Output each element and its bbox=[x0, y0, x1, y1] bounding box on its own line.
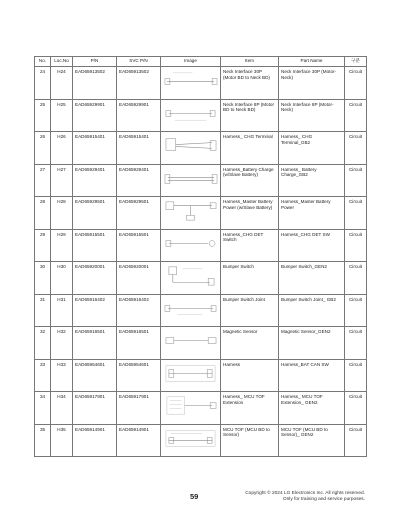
cell-item: Neck Interface 8P (Motor BD to Neck BD) bbox=[221, 99, 279, 132]
cell-item: Harness_ MCU TOF Extension bbox=[221, 392, 279, 425]
cell-no: 32 bbox=[35, 327, 51, 360]
cell-svc: EAD65916501 bbox=[117, 327, 161, 360]
cell-svc: EAD65913502 bbox=[117, 67, 161, 100]
cell-type: Circuit bbox=[345, 197, 367, 230]
cell-loc: H34 bbox=[51, 392, 73, 425]
header-part-name: Part Name bbox=[279, 57, 345, 67]
cell-item: MCU TOF (MCU BD to Sensor) bbox=[221, 424, 279, 457]
cell-svc: EAD65954601 bbox=[117, 359, 161, 392]
cell-type: Circuit bbox=[345, 262, 367, 295]
part-image bbox=[161, 132, 221, 165]
cell-loc: H29 bbox=[51, 229, 73, 262]
table-row bbox=[35, 327, 367, 360]
cell-no: 27 bbox=[35, 164, 51, 197]
cell-loc: H32 bbox=[51, 327, 73, 360]
cell-type: Circuit bbox=[345, 294, 367, 327]
cell-item: Neck Interface 30P (Motor BD to Neck BD) bbox=[221, 67, 279, 100]
cell-svc: EAD65917901 bbox=[117, 392, 161, 425]
part-image bbox=[161, 392, 221, 425]
cell-svc: EAD65929401 bbox=[117, 164, 161, 197]
part-image bbox=[161, 424, 221, 457]
cell-type: Circuit bbox=[345, 424, 367, 457]
parts-table bbox=[34, 56, 367, 457]
table-row bbox=[35, 424, 367, 457]
cell-svc: EAD65915401 bbox=[117, 132, 161, 165]
cell-pn: EAD65916402 bbox=[73, 294, 117, 327]
part-image bbox=[161, 294, 221, 327]
header-svc-pn: SVC P/N bbox=[117, 57, 161, 67]
cell-loc: H27 bbox=[51, 164, 73, 197]
cell-part: Harness_Master Battery Power bbox=[279, 197, 345, 230]
cell-no: 35 bbox=[35, 424, 51, 457]
cell-pn: EAD65916501 bbox=[73, 327, 117, 360]
cell-pn: EAD65929401 bbox=[73, 164, 117, 197]
table-row bbox=[35, 164, 367, 197]
header-type: 구분 bbox=[345, 57, 367, 67]
table-row bbox=[35, 132, 367, 165]
cell-no: 30 bbox=[35, 262, 51, 295]
cell-type: Circuit bbox=[345, 392, 367, 425]
cell-loc: H35 bbox=[51, 424, 73, 457]
cell-svc: EAD65914901 bbox=[117, 424, 161, 457]
cell-part: Harness_ MCU TOF Extension_ GEN2 bbox=[279, 392, 345, 425]
cell-type: Circuit bbox=[345, 164, 367, 197]
cell-svc: EAD65929501 bbox=[117, 197, 161, 230]
cell-part: Harness_BAT CAN SW bbox=[279, 359, 345, 392]
cell-loc: H30 bbox=[51, 262, 73, 295]
part-image bbox=[161, 99, 221, 132]
cell-svc: EAD65920001 bbox=[117, 262, 161, 295]
cell-part: Harness_ Battery Charge_GB2 bbox=[279, 164, 345, 197]
cell-type: Circuit bbox=[345, 99, 367, 132]
cell-part: Neck Interface 8P (Motor-Neck) bbox=[279, 99, 345, 132]
cell-no: 28 bbox=[35, 197, 51, 230]
part-image bbox=[161, 229, 221, 262]
cell-pn: EAD65920001 bbox=[73, 262, 117, 295]
cell-no: 31 bbox=[35, 294, 51, 327]
cell-type: Circuit bbox=[345, 359, 367, 392]
table-row bbox=[35, 392, 367, 425]
cell-part: Harness_CHG DET SW bbox=[279, 229, 345, 262]
cell-pn: EAD65913502 bbox=[73, 67, 117, 100]
part-image bbox=[161, 164, 221, 197]
header-item: Item bbox=[221, 57, 279, 67]
page-number: 59 bbox=[190, 492, 199, 501]
cell-part: Bumper Switch_GEN2 bbox=[279, 262, 345, 295]
cell-part: Harness_ CHG Terminal_GB2 bbox=[279, 132, 345, 165]
usage-note: Only for training and service purposes. bbox=[282, 497, 365, 502]
cell-svc: EAD65915501 bbox=[117, 229, 161, 262]
cell-item: Bumper Switch bbox=[221, 262, 279, 295]
cell-pn: EAD65914901 bbox=[73, 424, 117, 457]
part-image bbox=[161, 359, 221, 392]
cell-pn: EAD65915401 bbox=[73, 132, 117, 165]
cell-part: MCU TOF (MCU BD to Sensor)_ GEN2 bbox=[279, 424, 345, 457]
cell-item: Harness bbox=[221, 359, 279, 392]
header-no: No. bbox=[35, 57, 51, 67]
part-image bbox=[161, 197, 221, 230]
part-image bbox=[161, 67, 221, 100]
table-row bbox=[35, 294, 367, 327]
cell-pn: EAD65917901 bbox=[73, 392, 117, 425]
cell-loc: H26 bbox=[51, 132, 73, 165]
table-header-row bbox=[35, 57, 367, 67]
cell-type: Circuit bbox=[345, 67, 367, 100]
cell-pn: EAD65954601 bbox=[73, 359, 117, 392]
cell-type: Circuit bbox=[345, 327, 367, 360]
cell-item: Magnetic Sensor bbox=[221, 327, 279, 360]
parts-table-container bbox=[34, 56, 366, 457]
cell-item: Harness_Battery Charge (w/Slave Battery) bbox=[221, 164, 279, 197]
cell-type: Circuit bbox=[345, 132, 367, 165]
table-row bbox=[35, 67, 367, 100]
cell-no: 34 bbox=[35, 392, 51, 425]
cell-type: Circuit bbox=[345, 229, 367, 262]
cell-item: Harness_CHG DET Switch bbox=[221, 229, 279, 262]
copyright-block bbox=[245, 491, 365, 503]
part-image bbox=[161, 262, 221, 295]
cell-loc: H31 bbox=[51, 294, 73, 327]
cell-pn: EAD65929501 bbox=[73, 197, 117, 230]
cell-no: 24 bbox=[35, 67, 51, 100]
cell-loc: H24 bbox=[51, 67, 73, 100]
part-image bbox=[161, 327, 221, 360]
cell-no: 26 bbox=[35, 132, 51, 165]
copyright-text: Copyright © 2024 LG Electronics Inc. All rights reserved. bbox=[245, 491, 365, 496]
cell-part: Bumper Switch Joint_ GB2 bbox=[279, 294, 345, 327]
cell-item: Harness_Master Battery Power (w/Slave Battery) bbox=[221, 197, 279, 230]
cell-item: Bumper Switch Joint bbox=[221, 294, 279, 327]
table-row bbox=[35, 99, 367, 132]
cell-no: 25 bbox=[35, 99, 51, 132]
cell-pn: EAD65915501 bbox=[73, 229, 117, 262]
cell-loc: H33 bbox=[51, 359, 73, 392]
header-image: Image bbox=[161, 57, 221, 67]
cell-part: Neck Interface 30P (Motor-Neck) bbox=[279, 67, 345, 100]
table-row bbox=[35, 359, 367, 392]
cell-svc: EAD65929901 bbox=[117, 99, 161, 132]
cell-item: Harness_ CHG Terminal bbox=[221, 132, 279, 165]
table-row bbox=[35, 197, 367, 230]
cell-pn: EAD65929901 bbox=[73, 99, 117, 132]
header-pn: P/N bbox=[73, 57, 117, 67]
cell-no: 29 bbox=[35, 229, 51, 262]
cell-part: Magnetic Sensor_GEN2 bbox=[279, 327, 345, 360]
cell-loc: H25 bbox=[51, 99, 73, 132]
table-row bbox=[35, 262, 367, 295]
header-loc: Loc.No bbox=[51, 57, 73, 67]
cell-no: 33 bbox=[35, 359, 51, 392]
cell-loc: H28 bbox=[51, 197, 73, 230]
cell-svc: EAD65916402 bbox=[117, 294, 161, 327]
table-row bbox=[35, 229, 367, 262]
